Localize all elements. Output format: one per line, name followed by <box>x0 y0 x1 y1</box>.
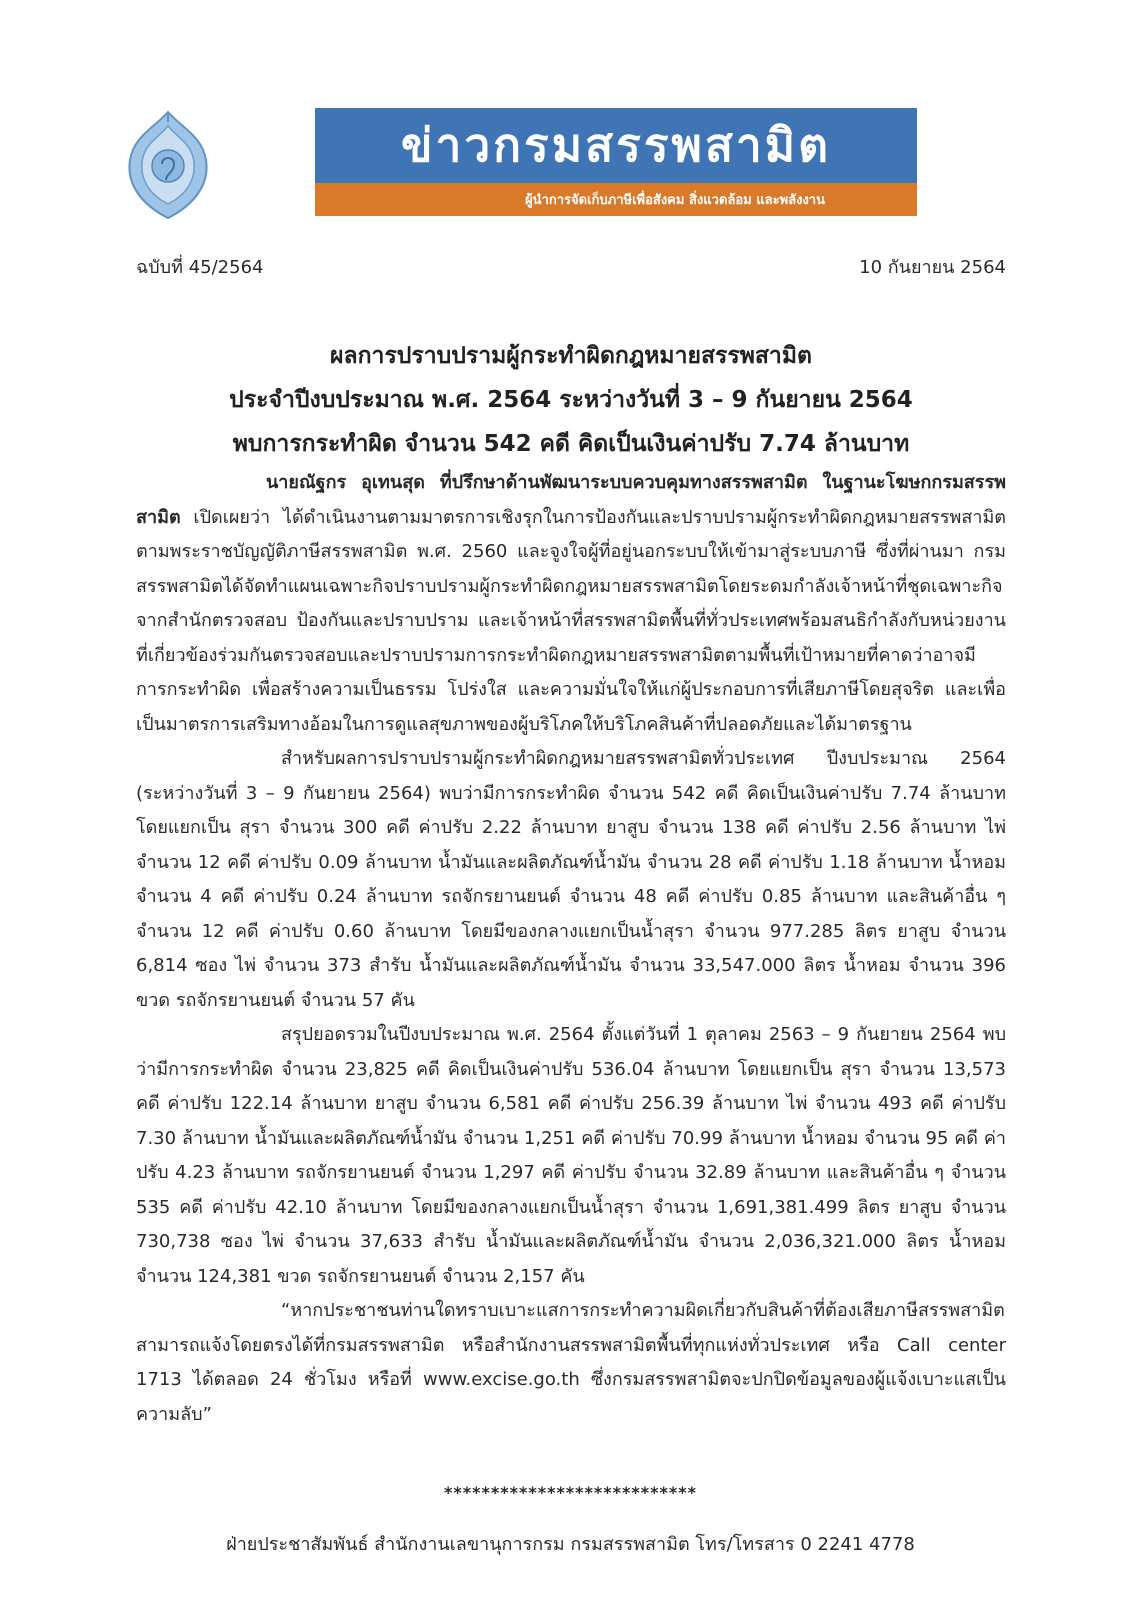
excise-department-emblem-icon <box>122 108 214 222</box>
spokesperson-lead: นายณัฐกร อุเทนสุด ที่ปรึกษาด้านพัฒนาระบบควบคุมทางสรรพสามิต ในฐานะโฆษกกรมสรรพสามิต <box>136 472 1006 528</box>
paragraph-4: “หากประชาชนท่านใดทราบเบาะแสการกระทำความผิดเกี่ยวกับสินค้าที่ต้องเสียภาษีสรรพสามิตสามารถแจ้งโดยตรงได้ที่กรมสรรพสามิต หรือสำนักงานสรรพสามิตพื้นที่ทุกแห่งทั่วประเทศ หรือ Call center 1713 ได้ตลอด 24 ชั่วโมง หรือที่ www.excise.go.th ซึ่งกรมสรรพสามิตจะปกปิดข้อมูลของผู้แจ้งเบาะแสเป็นความลับ” <box>136 1300 1006 1425</box>
headline-line-2: ประจำปีงบประมาณ พ.ศ. 2564 ระหว่างวันที่ 3 – 9 กันยายน 2564 <box>229 387 913 413</box>
paragraph-2: สำหรับผลการปราบปรามผู้กระทำผิดกฎหมายสรรพสามิตทั่วประเทศ ปีงบประมาณ 2564 (ระหว่างวันที่ 3 – 9 กันยายน 2564) พบว่ามีการกระทำผิด จำนวน 542 คดี คิดเป็นเงินค่าปรับ 7.74 ล้านบาท โดยแยกเป็น สุรา จำนวน 300 คดี ค่าปรับ 2.22 ล้านบาท ยาสูบ จำนวน 138 คดี ค่าปรับ 2.56 ล้านบาท ไพ่ จำนวน 12 คดี ค่าปรับ 0.09 ล้านบาท น้ำมันและผลิตภัณฑ์น้ำมัน จำนวน 28 คดี ค่าปรับ 1.18 ล้านบาท น้ำหอม จำนวน 4 คดี ค่าปรับ 0.24 ล้านบาท รถจักรยานยนต์ จำนวน 48 คดี ค่าปรับ 0.85 ล้านบาท และสินค้าอื่น ๆ จำนวน 12 คดี ค่าปรับ 0.60 ล้านบาท โดยมีของกลางแยกเป็นน้ำสุรา จำนวน 977.285 ลิตร ยาสูบ จำนวน 6,814 ซอง ไพ่ จำนวน 373 สำรับ น้ำมันและผลิตภัณฑ์น้ำมัน จำนวน 33,547.000 ลิตร น้ำหอม จำนวน 396 ขวด รถจักรยานยนต์ จำนวน 57 คัน <box>136 748 1006 1011</box>
banner-tagline: ผู้นำการจัดเก็บภาษีเพื่อสังคม สิ่งแวดล้อม และพลังงาน <box>315 183 917 216</box>
issue-date: 10 กันยายน 2564 <box>859 257 1006 278</box>
paragraph-1 <box>136 466 1006 742</box>
issue-number: ฉบับที่ 45/2564 <box>136 257 264 278</box>
article-body <box>136 466 1006 1432</box>
separator-stars: *************************** <box>444 1483 697 1502</box>
banner-title: ข่าวกรมสรรพสามิต <box>315 108 917 183</box>
contact-footer: ฝ่ายประชาสัมพันธ์ สำนักงานเลขานุการกรม กรมสรรพสามิต โทร/โทรสาร 0 2241 4778 <box>226 1534 915 1555</box>
paragraph-3: สรุปยอดรวมในปีงบประมาณ พ.ศ. 2564 ตั้งแต่วันที่ 1 ตุลาคม 2563 – 9 กันยายน 2564 พบว่ามีการกระทำผิด จำนวน 23,825 คดี คิดเป็นเงินค่าปรับ 536.04 ล้านบาท โดยแยกเป็น สุรา จำนวน 13,573 คดี ค่าปรับ 122.14 ล้านบาท ยาสูบ จำนวน 6,581 คดี ค่าปรับ 256.39 ล้านบาท ไพ่ จำนวน 493 คดี ค่าปรับ 7.30 ล้านบาท น้ำมันและผลิตภัณฑ์น้ำมัน จำนวน 1,251 คดี ค่าปรับ 70.99 ล้านบาท น้ำหอม จำนวน 95 คดี ค่าปรับ 4.23 ล้านบาท รถจักรยานยนต์ จำนวน 1,297 คดี ค่าปรับ จำนวน 32.89 ล้านบาท และสินค้าอื่น ๆ จำนวน 535 คดี ค่าปรับ 42.10 ล้านบาท โดยมีของกลางแยกเป็นน้ำสุรา จำนวน 1,691,381.499 ลิตร ยาสูบ จำนวน 730,738 ซอง ไพ่ จำนวน 37,633 สำรับ น้ำมันและผลิตภัณฑ์น้ำมัน จำนวน 2,036,321.000 ลิตร น้ำหอม จำนวน 124,381 ขวด รถจักรยานยนต์ จำนวน 2,157 คัน <box>136 1024 1007 1287</box>
paragraph-1-text: เปิดเผยว่า ได้ดำเนินงานตามมาตรการเชิงรุกในการป้องกันและปราบปรามผู้กระทำผิดกฎหมายสรรพสามิตตามพระราชบัญญัติภาษีสรรพสามิต พ.ศ. 2560 และจูงใจผู้ที่อยู่นอกระบบให้เข้ามาสู่ระบบภาษี ซึ่งที่ผ่านมา กรมสรรพสามิตได้จัดทำแผนเฉพาะกิจปราบปรามผู้กระทำผิดกฎหมายสรรพสามิตโดยระดมกำลังเจ้าหน้าที่ชุดเฉพาะกิจจากสำนักตรวจสอบ ป้องกันและปราบปราม และเจ้าหน้าที่สรรพสามิตพื้นที่ทั่วประเทศพร้อมสนธิกำลังกับหน่วยงานที่เกี่ยวข้องร่วมกันตรวจสอบและปราบปรามการกระทำผิดกฎหมายสรรพสามิตตามพื้นที่เป้าหมายที่คาดว่าอาจมีการกระทำผิด เพื่อสร้างความเป็นธรรม โปร่งใส และความมั่นใจให้แก่ผู้ประกอบการที่เสียภาษีโดยสุจริต และเพื่อเป็นมาตรการเสริมทางอ้อมในการดูแลสุขภาพของผู้บริโภคให้บริโภคสินค้าที่ปลอดภัยและได้มาตรฐาน <box>136 506 1006 735</box>
headline-line-3: พบการกระทำผิด จำนวน 542 คดี คิดเป็นเงินค่าปรับ 7.74 ล้านบาท <box>232 431 910 457</box>
headline-line-1: ผลการปราบปรามผู้กระทำผิดกฎหมายสรรพสามิต <box>330 343 812 369</box>
news-banner <box>315 108 917 216</box>
